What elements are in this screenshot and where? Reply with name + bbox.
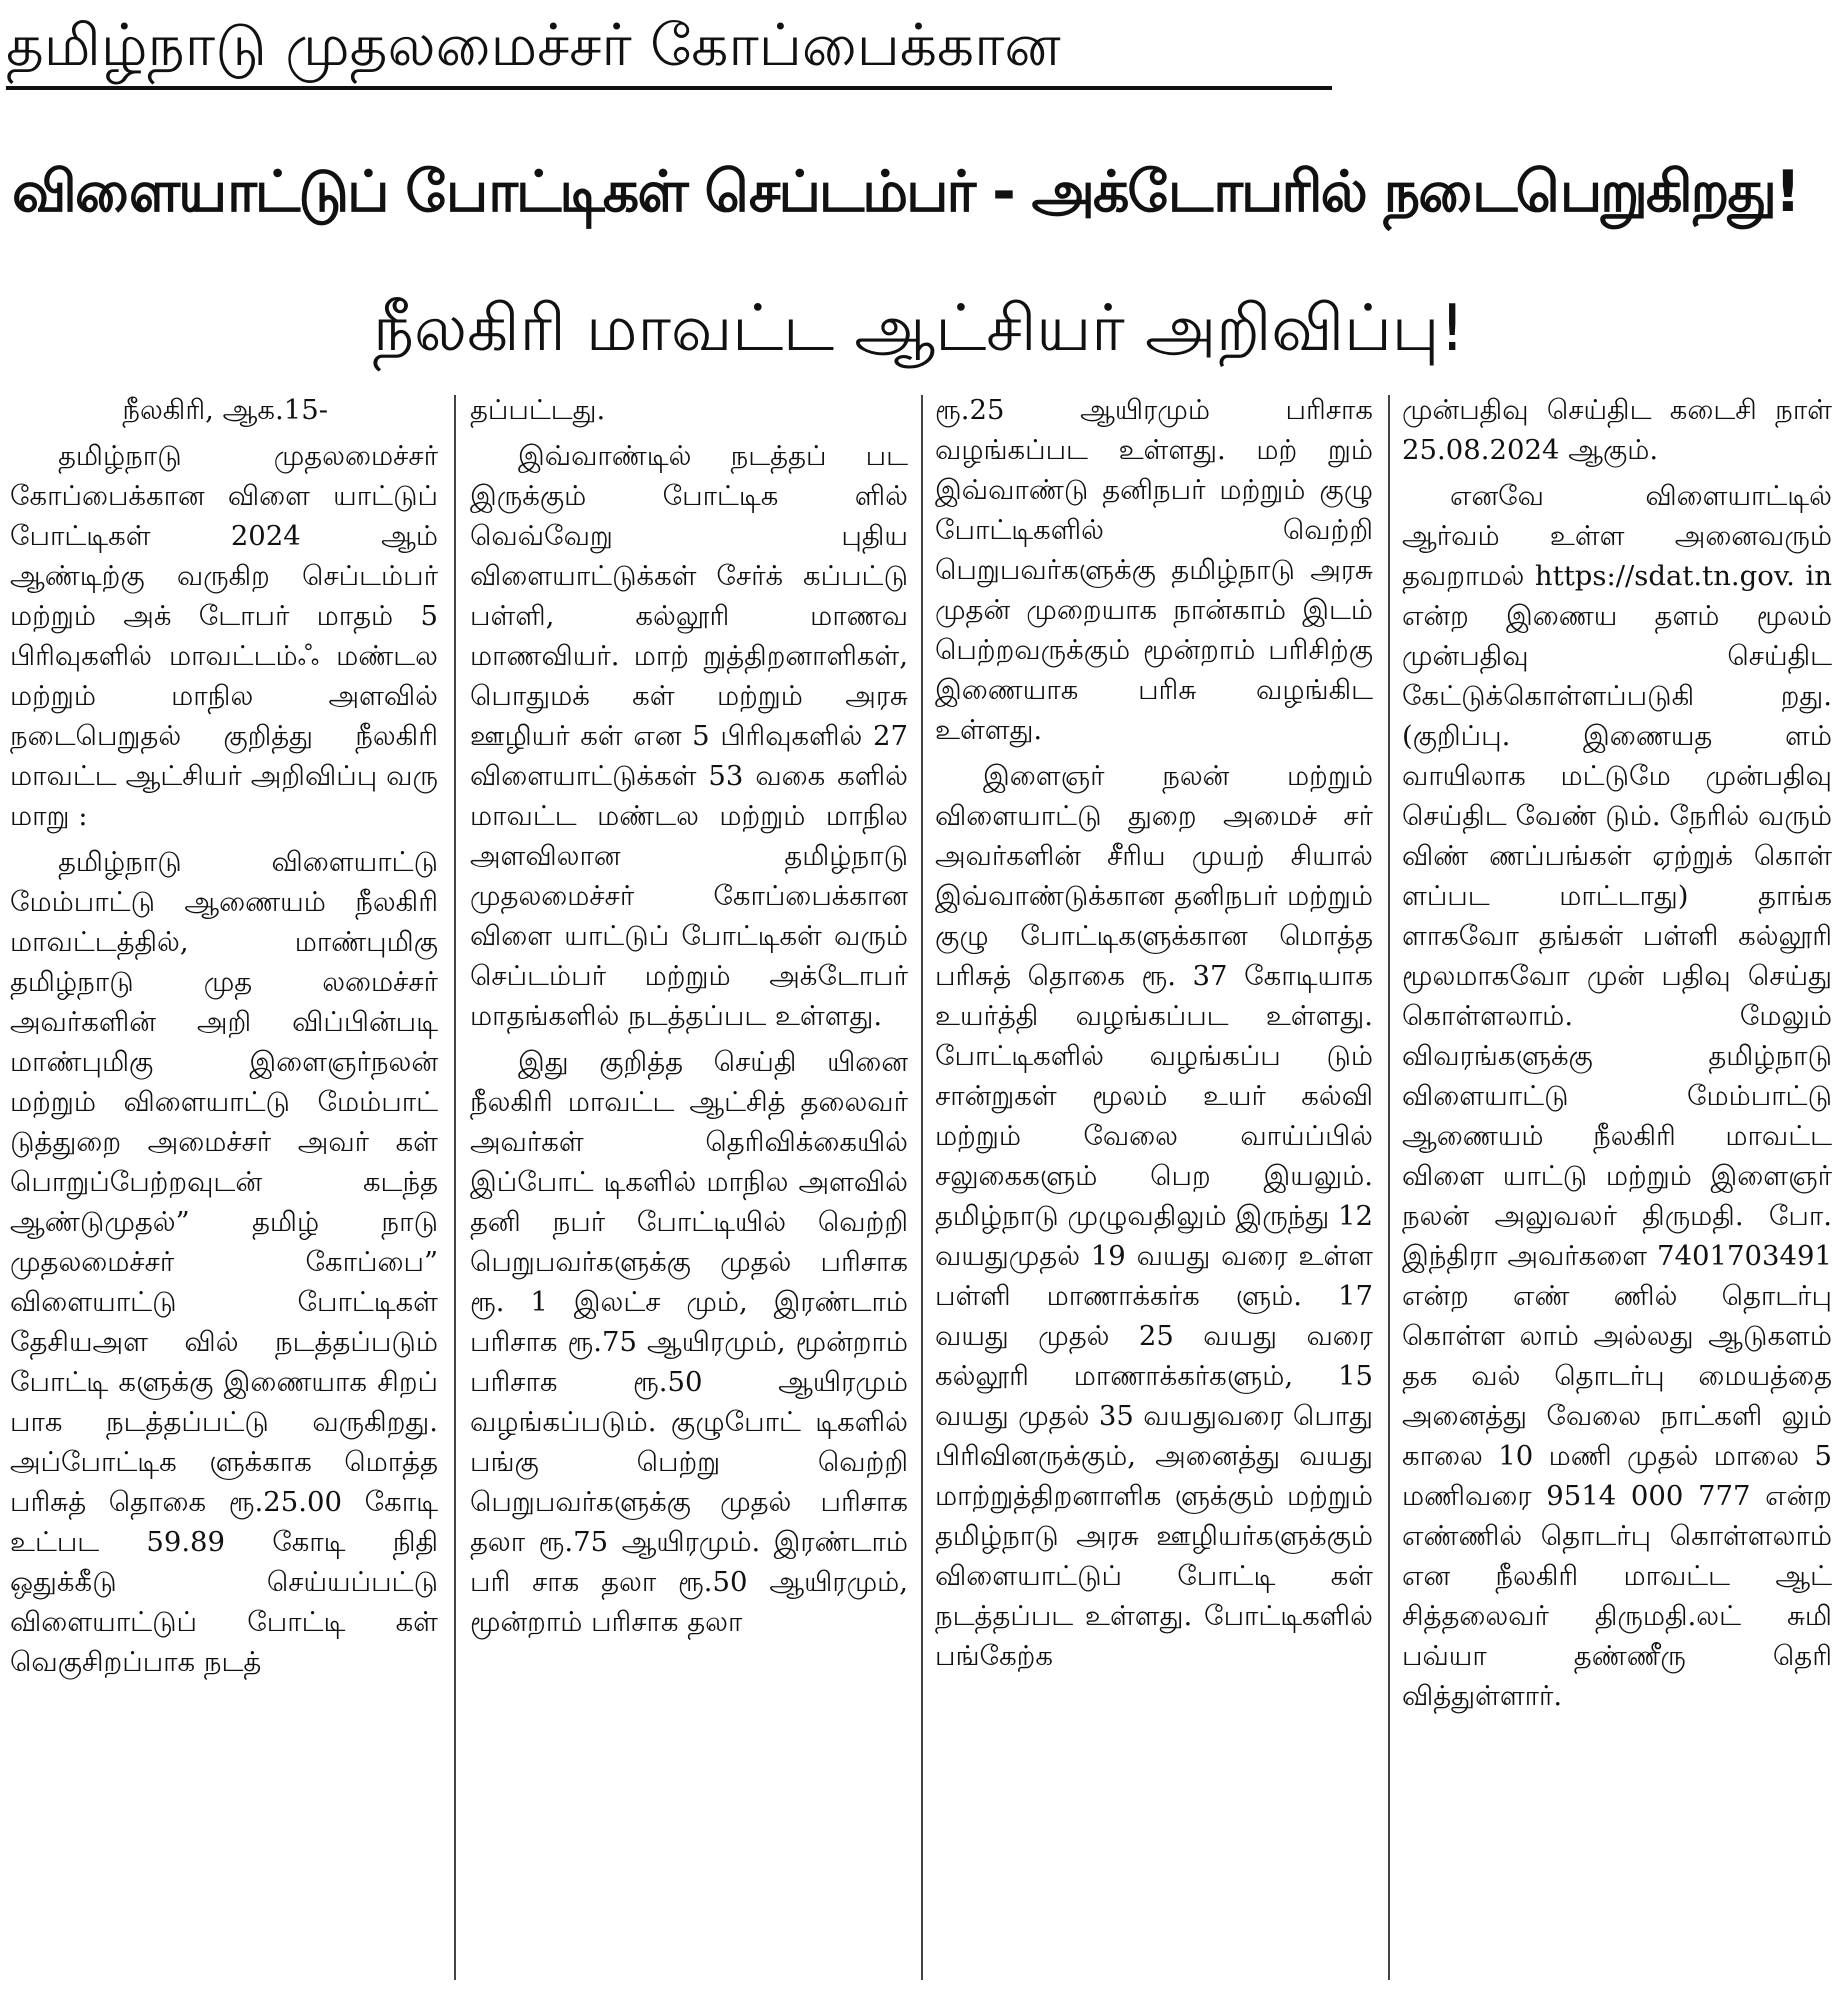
kicker-underline [6,86,1332,90]
paragraph: முன்பதிவு செய்திட கடைசி நாள் 25.08.2024 ஆகும். [1402,394,1832,466]
subheadline: நீலகிரி மாவட்ட ஆட்சியர் அறிவிப்பு! [373,292,1465,366]
kicker-headline: தமிழ்நாடு முதலமைச்சர் கோப்பைக்கான [6,11,1061,79]
column-divider [921,395,923,1980]
article-column-1 [10,390,438,1982]
paragraph: இது குறித்த செய்தி யினை நீலகிரி மாவட்ட ஆட்சித் தலைவர் அவர்கள் தெரிவிக்கையில் இப்போட் டிகளில் மாநில அளவில் தனி நபர் போட்டியில் வெற்றி பெறுபவர்களுக்கு முதல் பரிசாக ரூ. 1 இலட்ச மும், இரண்டாம் பரிசாக ரூ.75 ஆயிரமும், மூன்றாம் பரிசாக ரூ.50 ஆயிரமும் வழங்கப்படும். குழுபோட் டிகளில் பங்கு பெற்று வெற்றி பெறுபவர்களுக்கு முதல் பரிசாக தலா ரூ.75 ஆயிரமும். இரண்டாம் பரி சாக தலா ரூ.50 ஆயிரமும், மூன்றாம் பரிசாக தலா [470,1046,908,1638]
main-headline: விளையாட்டுப் போட்டிகள் செப்டம்பர் - அக்டோபரில் நடைபெறுகிறது! [12,159,1799,225]
article-column-2 [470,390,908,1982]
paragraph: தமிழ்நாடு முதலமைச்சர் கோப்பைக்கான விளை யாட்டுப் போட்டிகள் 2024 ஆம் ஆண்டிற்கு வருகிற செப்டம்பர் மற்றும் அக் டோபர் மாதம் 5 பிரிவுகளில் மாவட்டம்ஃ மண்டல மற்றும் மாநில அளவில் நடைபெறுதல் குறித்து நீலகிரி மாவட்ட ஆட்சியர் அறிவிப்பு வரு மாறு : [10,440,438,832]
paragraph: ரூ.25 ஆயிரமும் பரிசாக வழங்கப்பட உள்ளது. மற் றும் இவ்வாண்டு தனிநபர் மற்றும் குழு போட்டிகளில் வெற்றி பெறுபவர்களுக்கு தமிழ்நாடு அரசு முதன் முறையாக நான்காம் இடம் பெற்றவருக்கும் மூன்றாம் பரிசிற்கு இணையாக பரிசு வழங்கிட உள்ளது. [935,394,1373,746]
paragraph: தமிழ்நாடு விளையாட்டு மேம்பாட்டு ஆணையம் நீலகிரி மாவட்டத்தில், மாண்புமிகு தமிழ்நாடு முத லமைச்சர் அவர்களின் அறி விப்பின்படி மாண்புமிகு இளைஞர்நலன் மற்றும் விளையாட்டு மேம்பாட் டுத்துறை அமைச்சர் அவர் கள் பொறுப்பேற்றவுடன் கடந்த ஆண்டுமுதல்” தமிழ் நாடு முதலமைச்சர் கோப்பை” விளையாட்டு போட்டிகள் தேசியஅள வில் நடத்தப்படும் போட்டி களுக்கு இணையாக சிறப் பாக நடத்தப்பட்டு வருகிறது. அப்போட்டிக ளுக்காக மொத்த பரிசுத் தொகை ரூ.25.00 கோடி உட்பட 59.89 கோடி நிதி ஒதுக்கீடு செய்யப்பட்டு விளையாட்டுப் போட்டி கள் வெகுசிறப்பாக நடத் [10,846,438,1678]
paragraph: தப்பட்டது. [470,394,606,426]
column-divider [1388,395,1390,1980]
paragraph: எனவே விளையாட்டில் ஆர்வம் உள்ள அனைவரும் தவறாமல் https://sdat.tn.gov. in என்ற இணைய தளம் மூலம் முன்பதிவு செய்திட கேட்டுக்கொள்ளப்படுகி றது.(குறிப்பு. இணையத ளம் வாயிலாக மட்டுமே முன்பதிவு செய்திட வேண் டும். நேரில் வரும் விண் ணப்பங்கள் ஏற்றுக் கொள் ளப்பட மாட்டாது) தாங்க ளாகவோ தங்கள் பள்ளி கல்லூரி மூலமாகவோ முன் பதிவு செய்து கொள்ளலாம். மேலும் விவரங்களுக்கு தமிழ்நாடு விளையாட்டு மேம்பாட்டு ஆணையம் நீலகிரி மாவட்ட விளை யாட்டு மற்றும் இளைஞர் நலன் அலுவலர் திருமதி. போ. இந்திரா அவர்களை 7401703491 என்ற எண் ணில் தொடர்பு கொள்ள லாம் அல்லது ஆடுகளம் தக வல் தொடர்பு மையத்தை அனைத்து வேலை நாட்களி லும் காலை 10 மணி முதல் மாலை 5 மணிவரை 9514 000 777 என்ற எண்ணில் தொடர்பு கொள்ளலாம் என நீலகிரி மாவட்ட ஆட் சித்தலைவர் திருமதி.லட் சுமி பவ்யா தண்ணீரு தெரி வித்துள்ளார். [1402,480,1832,1712]
paragraph: இளைஞர் நலன் மற்றும் விளையாட்டு துறை அமைச் சர் அவர்களின் சீரிய முயற் சியால் இவ்வாண்டுக்கான தனிநபர் மற்றும் குழு போட்டிகளுக்கான மொத்த பரிசுத் தொகை ரூ. 37 கோடியாக உயர்த்தி வழங்கப்பட உள்ளது. போட்டிகளில் வழங்கப்ப டும் சான்றுகள் மூலம் உயர் கல்வி மற்றும் வேலை வாய்ப்பில் சலுகைகளும் பெற இயலும். தமிழ்நாடு முழுவதிலும் இருந்து 12 வயதுமுதல் 19 வயது வரை உள்ள பள்ளி மாணாக்கர்க ளும். 17 வயது முதல் 25 வயது வரை கல்லூரி மாணாக்கர்களும், 15 வயது முதல் 35 வயதுவரை பொது பிரிவினருக்கும், அனைத்து வயது மாற்றுத்திறனாளிக ளுக்கும் மற்றும் தமிழ்நாடு அரசு ஊழியர்களுக்கும் விளையாட்டுப் போட்டி கள் நடத்தப்பட உள்ளது. போட்டிகளில் பங்கேற்க [935,760,1373,1672]
dateline: நீலகிரி, ஆக.15- [122,394,328,426]
article-column-4 [1402,390,1832,1982]
column-divider [454,395,456,1980]
paragraph: இவ்வாண்டில் நடத்தப் பட இருக்கும் போட்டிக ளில் வெவ்வேறு புதிய விளையாட்டுக்கள் சேர்க் கப்பட்டு பள்ளி, கல்லூரி மாணவ மாணவியர். மாற் றுத்திறனாளிகள், பொதுமக் கள் மற்றும் அரசு ஊழியர் கள் என 5 பிரிவுகளில் 27 விளையாட்டுக்கள் 53 வகை களில் மாவட்ட மண்டல மற்றும் மாநில அளவிலான தமிழ்நாடு முதலமைச்சர் கோப்பைக்கான விளை யாட்டுப் போட்டிகள் வரும் செப்டம்பர் மற்றும் அக்டோபர் மாதங்களில் நடத்தப்பட உள்ளது. [470,440,908,1032]
article-column-3 [935,390,1373,1982]
